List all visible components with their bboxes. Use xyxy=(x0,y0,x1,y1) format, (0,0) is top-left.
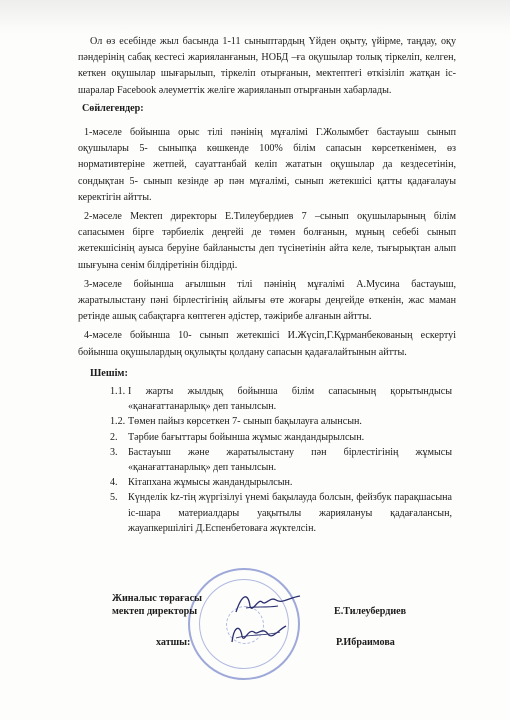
decision-number: 5. xyxy=(110,492,118,504)
decision-item xyxy=(110,475,452,490)
scan-shadow xyxy=(0,0,510,34)
issue-paragraph-4: 4-мәселе бойынша 10- сынып жетекшісі И.Жүсіп,Г.Құрманбекованың ескертуі бойынша оқушылардың оқулықты қолдану сапасын қадағалайтынын айтты. xyxy=(78,330,456,358)
decision-heading: Шешім: xyxy=(90,368,128,379)
minutes-body xyxy=(78,34,456,361)
issue-paragraph-1: 1-мәселе бойынша орыс тілі пәнінің мұғалімі Г.Жолымбет бастауыш сынып оқушылары 5- сыныпқа көшкенде 100% білім сапасын көрсеткенімен, өз нормативтеріне жетпей, сауаттанбай келіп жататын оқушылар да кездесетінін, сондықтан 5- сынып кезінде әр пән мұғалімі, сынып жетекшісі қатты қадағалауы керектігін айтты. xyxy=(78,127,456,203)
decision-number: 1.1. xyxy=(110,386,126,397)
decision-item xyxy=(110,445,452,475)
chair-name: Е.Тилеубердиев xyxy=(334,606,407,617)
speakers-heading: Сөйлегендер: xyxy=(82,102,144,114)
issue-paragraph-3: 3-мәселе бойынша ағылшын тілі пәнінің мұғалімі А.Мусина бастауыш, жаратылыстану пәні бірлестігінің айлығы өте жоғары деңгейде өткенін, жас маман ретінде ашық сабақтарға көптеген әдістер, тәжірибе алғанын айтты. xyxy=(78,278,456,323)
decision-item xyxy=(110,414,452,429)
intro-paragraph: Ол өз есебінде жыл басында 1-11 сыныптардың Үйден оқыту, үйірме, таңдау, оқу пәндерінің сабақ кестесі жарияланғанын, НОБД –ға оқушылар толық тіркеліп, келген, кеткен оқушылар шығарылып, тіркеліп отырғанын, мектептегі өткізіліп жатқан іс-шаралар Facebook әлеуметтік желіге жарияланып отырғанын хабарлады. xyxy=(78,36,456,96)
chair-title-line1: Жиналыс төрағасы xyxy=(112,593,202,604)
decision-list xyxy=(110,384,452,536)
decision-item xyxy=(110,490,452,536)
decision-number: 1.2. xyxy=(110,416,126,428)
decision-text: Кітапхана жұмысы жандандырылсын. xyxy=(128,477,293,489)
decision-text: Тәрбие бағыттары бойынша жұмыс жандандырылсын. xyxy=(128,431,365,443)
decision-text: I жарты жылдық бойынша білім сапасының қорытындысы «қанағаттанарлық» деп танылсын. xyxy=(128,386,452,413)
decision-number: 3. xyxy=(110,446,118,458)
secretary-signature xyxy=(226,620,292,648)
decision-text: Күнделік kz-тің жүргізілуі үнемі бақылауда болсын, фейзбук парақшасына іс-шара материалдары уақытылы жариялануы қадағалансын, жауапкершілігі Д.Еспенбетоваға жүктелсін. xyxy=(128,492,452,534)
decision-item xyxy=(110,430,452,445)
secretary-title: хатшы: xyxy=(156,637,191,648)
decision-number: 2. xyxy=(110,431,118,443)
secretary-name: Р.Ибраимова xyxy=(336,637,395,648)
decision-text: Төмен пайыз көрсеткен 7- сынып бақылауға алынсын. xyxy=(128,416,362,428)
issue-paragraph-2: 2-мәселе Мектеп директоры Е.Тилеубердиев 7 –сынып оқушыларының білім сапасымен бірге тәрбиелік деңгейі де төмен болғанын, мұның себебі сынып жетекшісінің ауыса беруіне байланысты деп түсінетінін айта келе, тығырықтан алып шығуына сенім білдіретінін білдірді. xyxy=(78,211,456,271)
chair-title-line2: мектеп директоры xyxy=(112,606,198,617)
decision-number: 4. xyxy=(110,477,118,489)
director-signature xyxy=(232,588,304,618)
decision-item xyxy=(110,384,452,414)
decision-text: Бастауыш және жаратылыстану пән бірлестігінің жұмысы «қанағаттанарлық» деп танылсын. xyxy=(128,446,452,474)
